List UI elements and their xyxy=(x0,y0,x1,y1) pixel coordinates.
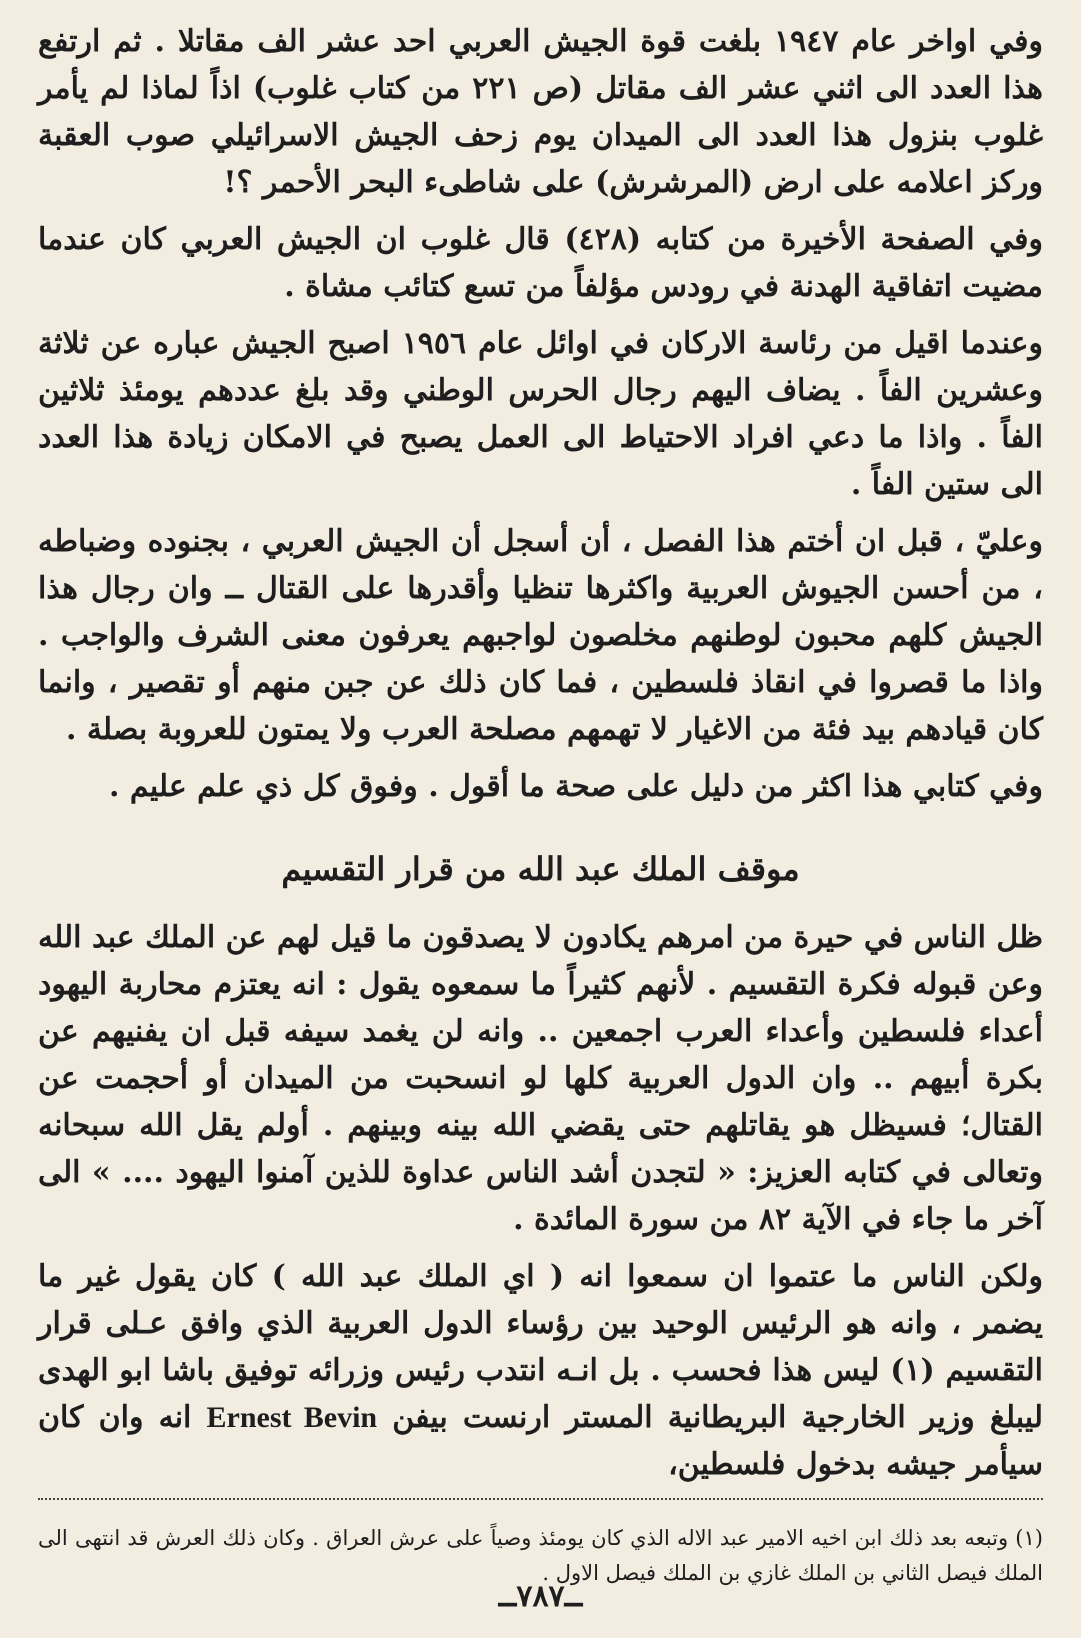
paragraph-7 xyxy=(38,1253,1043,1488)
book-page xyxy=(38,18,1043,1618)
paragraph-4: وعليّ ، قبل ان أختم هذا الفصل ، أن أسجل أن الجيش العربي ، بجنوده وضباطه ، من أحسن الجيوش العربية واكثرها تنظيا وأقدرها على القتال ــ وان رجال هذا الجيش كلهم محبون لوطنهم مخلصون لواجبهم يعرفون معنى الشرف والواجب . واذا ما قصروا في انقاذ فلسطين ، فما كان ذلك عن جبن منهم أو تقصير ، وانما كان قيادهم بيد فئة من الاغيار لا تهمهم مصلحة العرب ولا يمتون للعروبة بصلة . xyxy=(38,524,1043,747)
footnote-divider xyxy=(38,1498,1043,1500)
section-heading: موقف الملك عبد الله من قرار التقسيم xyxy=(281,850,800,888)
paragraph-7-text-after: انه وان كان سيأمر جيشه بدخول فلسطين، xyxy=(38,1400,1043,1482)
paragraph-7-text-before: ولكن الناس ما عتموا ان سمعوا انه ( اي الملك عبد الله ) كان يقول غير ما يضمر ، وانه هو الرئيس الوحيد بين رؤساء الدول العربية الذي وافق عـلى قرار التقسيم (١) ليس هذا فحسب . بل انـه انتدب رئيس وزرائه توفيق باشا ابو الهدى ليبلغ وزير الخارجية البريطانية المستر ارنست بيفن xyxy=(38,1259,1043,1435)
paragraph-5: وفي كتابي هذا اكثر من دليل على صحة ما أقول . وفوق كل ذي علم عليم . xyxy=(109,769,1043,804)
paragraph-3: وعندما اقيل من رئاسة الاركان في اوائل عام ١٩٥٦ اصبح الجيش عباره عن ثلاثة وعشرين الفاً . يضاف اليهم رجال الحرس الوطني وقد بلغ عددهم يومئذ ثلاثين الفاً . واذا ما دعي افراد الاحتياط الى العمل يصبح في الامكان زيادة هذا العدد الى ستين الفاً . xyxy=(38,326,1044,502)
paragraph-1: وفي اواخر عام ١٩٤٧ بلغت قوة الجيش العربي احد عشر الف مقاتلا . ثم ارتفع هذا العدد الى اثني عشر الف مقاتل (ص ٢٢١ من كتاب غلوب) اذاً لماذا لم يأمر غلوب بنزول هذا العدد الى الميدان يوم زحف الجيش الاسرائيلي صوب العقبة وركز اعلامه على ارض (المرشرش) على شاطىء البحر الأحمر ؟! xyxy=(38,24,1044,200)
page-number: ــ٧٨٧ــ xyxy=(498,1579,583,1614)
latin-name: Ernest Bevin xyxy=(206,1401,378,1434)
paragraph-2: وفي الصفحة الأخيرة من كتابه (٤٢٨) قال غلوب ان الجيش العربي كان عندما مضيت اتفاقية الهدنة في رودس مؤلفاً من تسع كتائب مشاة . xyxy=(38,222,1044,304)
footnote: (١) وتبعه بعد ذلك ابن اخيه الامير عبد الاله الذي كان يومئذ وصياً على عرش العراق . وكان ذلك العرش قد انتهى الى الملك فيصل الثاني بن الملك غازي بن الملك فيصل الاول . xyxy=(38,1526,1043,1585)
paragraph-6: ظل الناس في حيرة من امرهم يكادون لا يصدقون ما قيل لهم عن الملك عبد الله وعن قبوله فكرة التقسيم . لأنهم كثيراً ما سمعوه يقول : انه يعتزم محاربة اليهود أعداء فلسطين وأعداء العرب اجمعين .. وانه لن يغمد سيفه قبل ان يفنيهم عن بكرة أبيهم .. وان الدول العربية كلها لو انسحبت من الميدان أو أحجمت عن القتال؛ فسيظل هو يقاتلهم حتى يقضي الله بينه وبينهم . أولم يقل الله سبحانه وتعالى في كتابه العزيز: « لتجدن أشد الناس عداوة للذين آمنوا اليهود .... » الى آخر ما جاء في الآية ٨٢ من سورة المائدة . xyxy=(38,920,1043,1237)
